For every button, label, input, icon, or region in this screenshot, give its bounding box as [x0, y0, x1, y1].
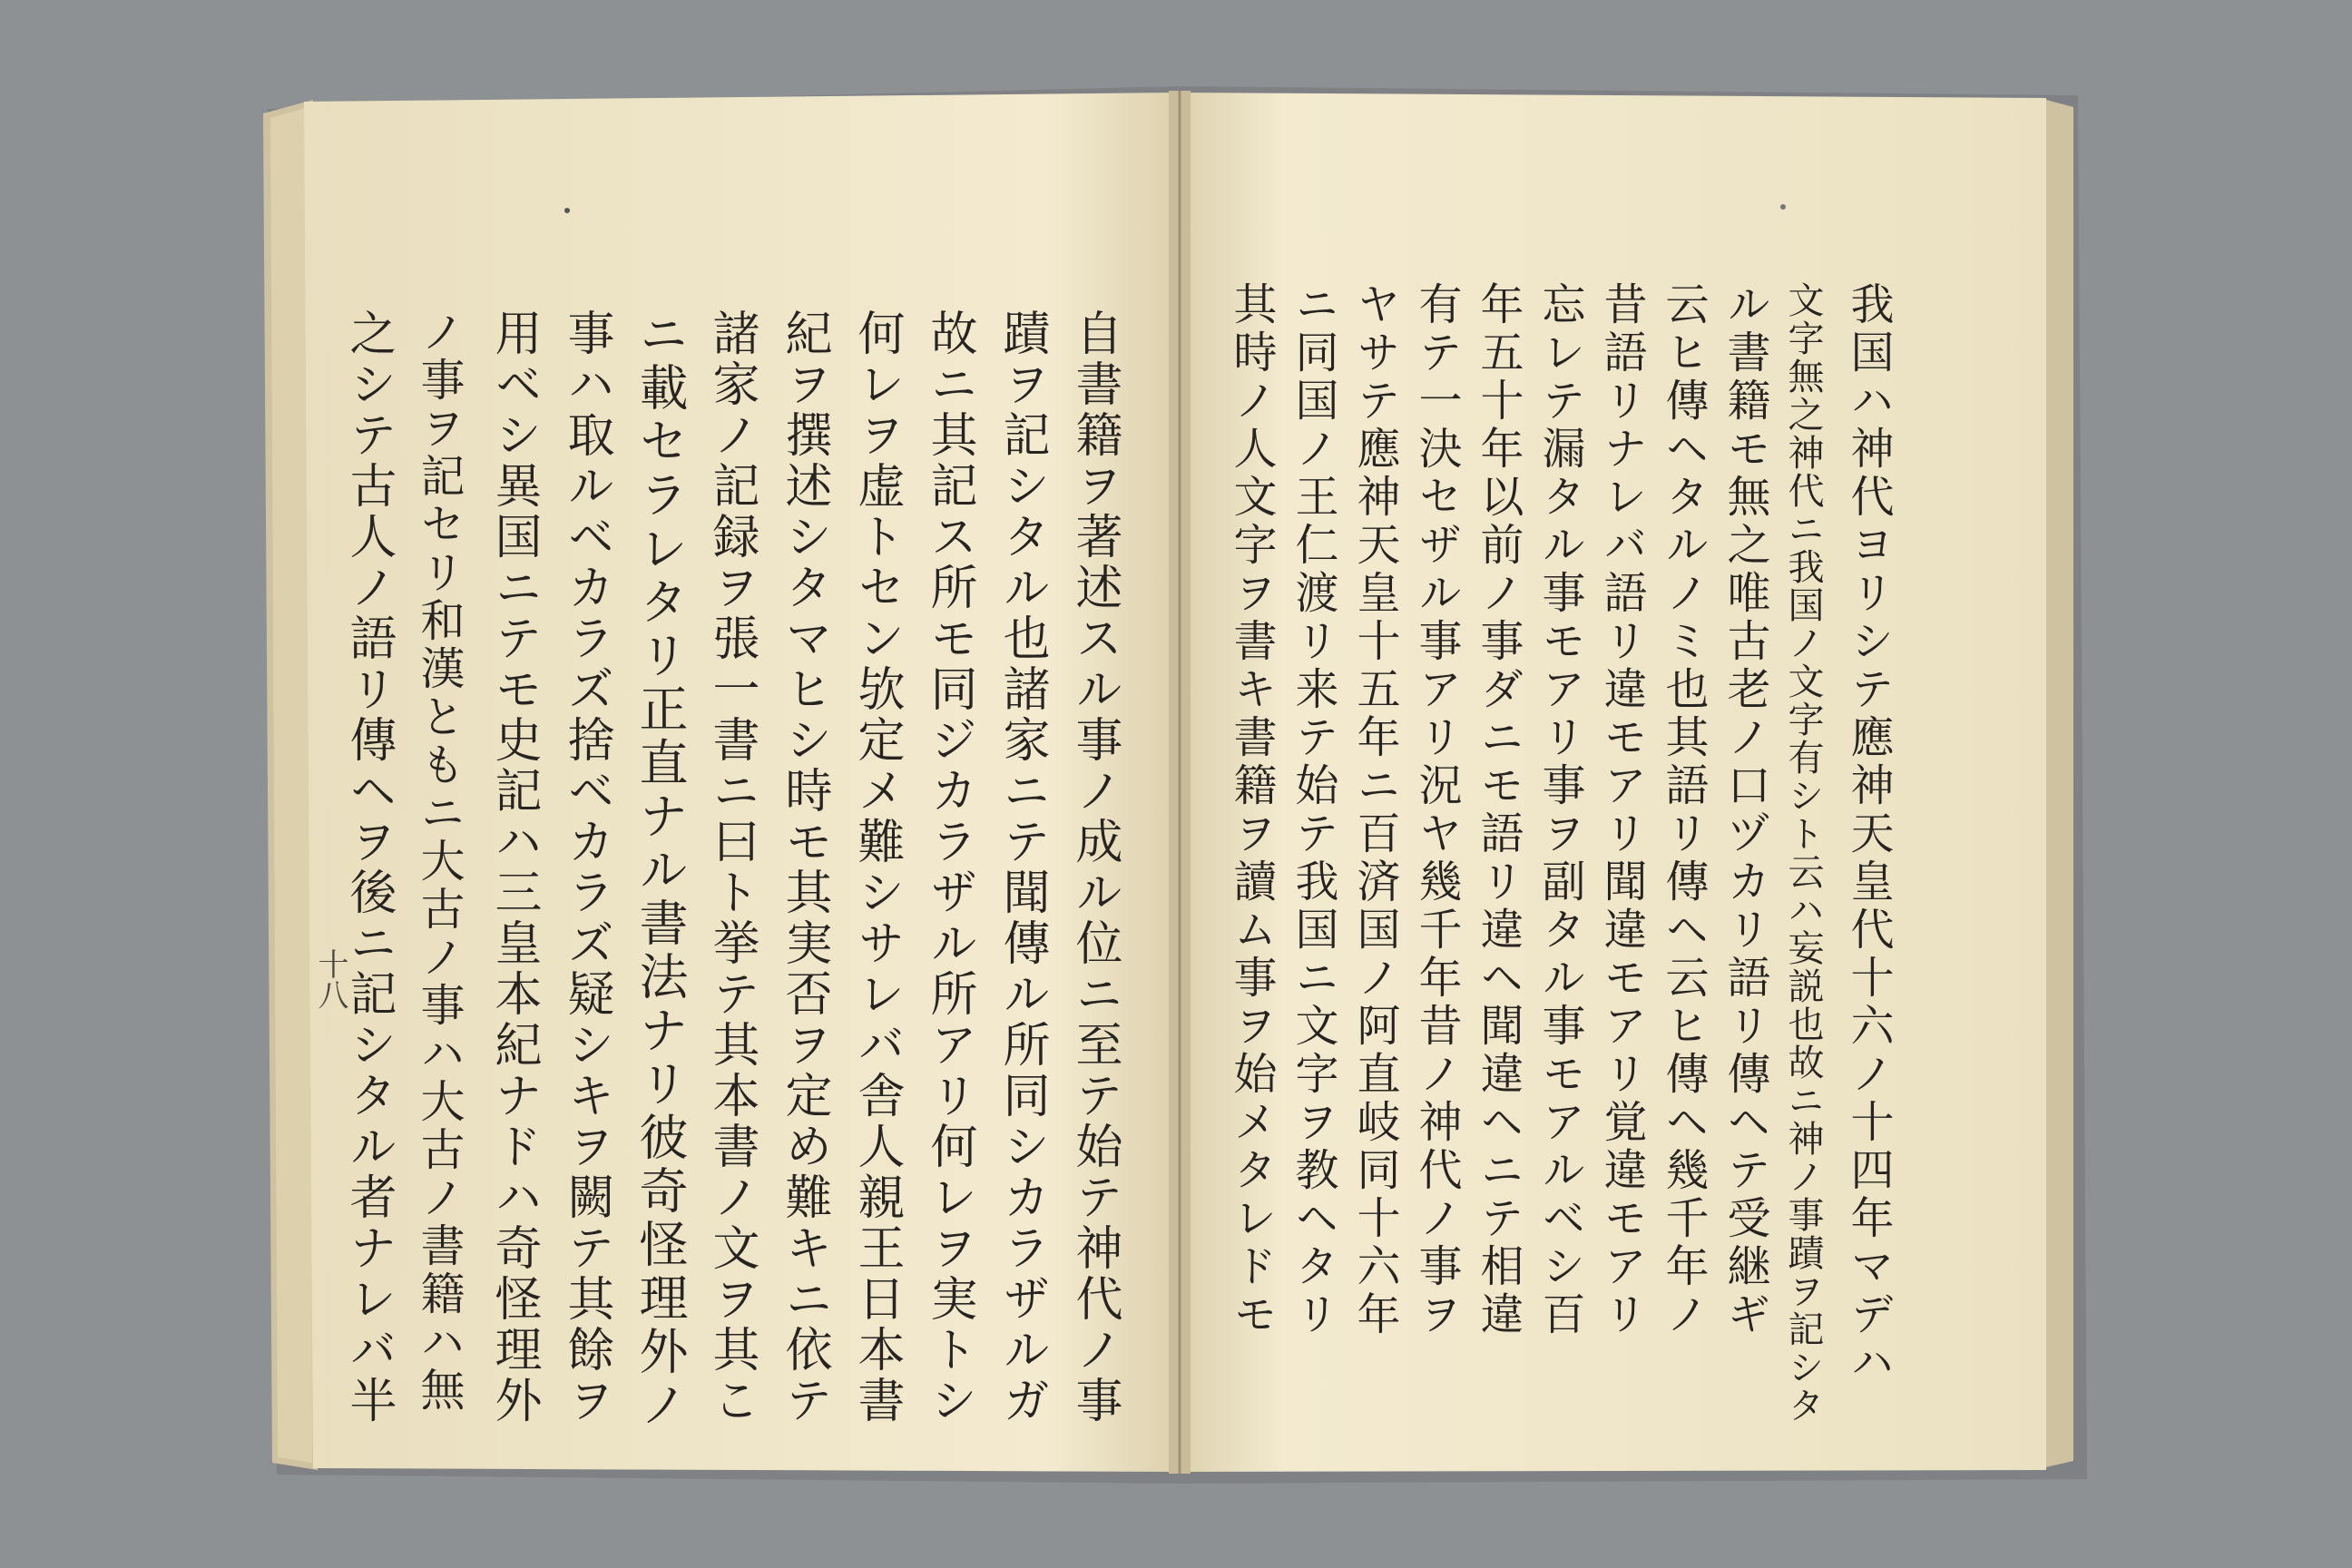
left-page-column-2: 蹟ヲ記シタル也諸家ニテ聞傳ル所同シカラザルガ — [995, 309, 1049, 1426]
left-page-column-7: ニ載セラレタリ正直ナル書法ナリ彼奇怪理外ノ — [632, 309, 689, 1433]
right-page-column-11: 其時ノ人文字ヲ書キ書籍ヲ讀ム事ヲ始メタレドモ — [1226, 281, 1277, 1339]
right-page-column-4: 云ヒ傳ヘタルノミ也其語リ傳ヘ云ヒ傳ヘ幾千年ノ — [1658, 281, 1709, 1339]
right-page-column-3: ル書籍モ無之唯古老ノ口ヅカリ語リ傳ヘテ受継ギ — [1720, 281, 1770, 1339]
left-page-column-11: 之シテ古人ノ語リ傳ヘヲ後ニ記シタル者ナレバ半 — [341, 309, 396, 1426]
left-page-column-8: 事ハ取ルベカラズ捨ベカラズ疑シキヲ闕テ其餘ヲ — [559, 309, 613, 1426]
left-page-column-5: 紀ヲ撰述シタマヒシ時モ其実否ヲ定め難キニ依テ — [777, 309, 831, 1426]
right-page-column-6: 忘レテ漏タル事モアリ事ヲ副タル事モアルベシ百 — [1534, 281, 1585, 1339]
right-page-edges — [2042, 100, 2073, 1468]
left-page-column-3: 故ニ其記ス所モ同ジカラザル所アリ何レヲ実トシ — [922, 309, 976, 1426]
page-number: 十八 — [312, 948, 348, 1010]
left-page-column-9: 用ベシ異国ニテモ史記ハ三皇本紀ナドハ奇怪理外 — [486, 309, 541, 1426]
right-page-column-7: 年五十年以前ノ事ダニモ語リ違ヘ聞違ヘニテ相違 — [1473, 281, 1524, 1339]
right-page-column-5: 昔語リナレバ語リ違モアリ聞違モアリ覚違モアリ — [1596, 281, 1647, 1339]
left-page-column-1: 自書籍ヲ著述スル事ノ成ル位ニ至テ始テ神代ノ事 — [1067, 309, 1122, 1426]
left-page-column-10: ノ事ヲ記セリ和漢ともニ大古ノ事ハ大古ノ書籍ハ無 — [414, 309, 466, 1415]
right-page-column-2: 文字無之神代ニ我国ノ文字有シト云ハ妄説也故ニ神ノ事蹟ヲ記シタ — [1782, 281, 1824, 1425]
right-page-column-1: 我国ハ神代ヨリシテ應神天皇代十六ノ十四年マデハ — [1843, 281, 1894, 1387]
right-page-column-8: 有テ一決セザル事アリ況ヤ幾千年昔ノ神代ノ事ヲ — [1411, 281, 1462, 1339]
left-page-column-4: 何レヲ虚トセン欤定メ難シサレバ舎人親王日本書 — [849, 309, 904, 1426]
right-page-column-9: ヤサテ應神天皇十五年ニ百済国ノ阿直岐同十六年 — [1349, 281, 1400, 1339]
right-page-column-10: ニ同国ノ王仁渡リ来テ始テ我国ニ文字ヲ教ヘタリ — [1288, 281, 1338, 1339]
left-page-column-6: 諸家ノ記録ヲ張一書ニ曰ト挙テ其本書ノ文ヲ其こ — [704, 309, 759, 1426]
